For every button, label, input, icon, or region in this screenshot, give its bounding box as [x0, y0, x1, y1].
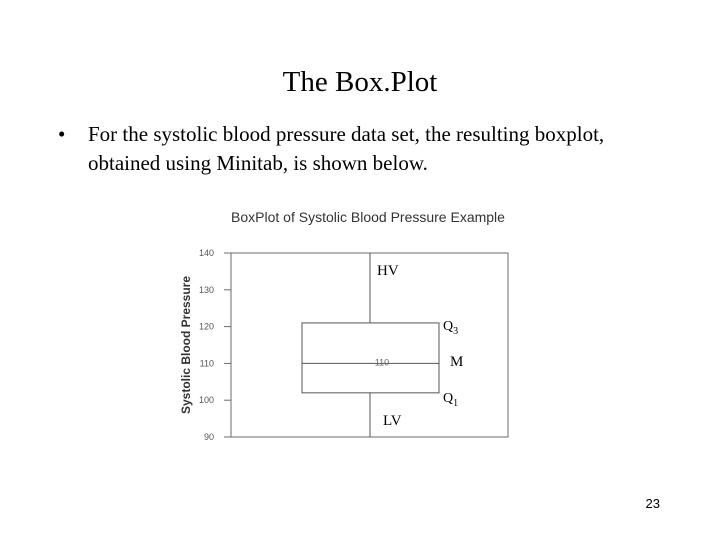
chart-title: BoxPlot of Systolic Blood Pressure Example — [231, 209, 505, 225]
annotation-lv: LV — [383, 413, 402, 429]
y-tick-label: 110 — [199, 358, 214, 369]
y-tick-label: 130 — [198, 284, 214, 295]
annotation-q3 — [443, 319, 458, 337]
y-tick-label: 140 — [198, 248, 214, 258]
y-axis-label: Systolic Blood Pressure — [179, 275, 193, 415]
y-tick-label: 100 — [198, 395, 214, 406]
bullet-text: For the systolic blood pressure data set, the resulting boxplot, obtained using Minitab, is shown below. — [88, 122, 605, 175]
annotation-q1-subscript: 1 — [453, 398, 459, 409]
iqr-box — [302, 323, 439, 393]
slide-title: The Box.Plot — [282, 66, 438, 98]
y-axis — [199, 248, 231, 442]
annotation-median: M — [450, 354, 464, 370]
annotation-hv: HV — [377, 263, 399, 279]
median-value-label: 110 — [374, 357, 390, 368]
y-tick-label: 120 — [198, 321, 214, 332]
bullet-icon: • — [58, 122, 66, 146]
annotation-q3-letter: Q — [443, 319, 454, 334]
annotation-q3-subscript: 3 — [453, 326, 459, 337]
y-tick-label: 90 — [203, 432, 214, 442]
annotation-q1 — [443, 391, 458, 409]
boxplot — [302, 253, 439, 437]
page-number: 23 — [645, 496, 660, 511]
annotation-q1-letter: Q — [443, 391, 454, 406]
